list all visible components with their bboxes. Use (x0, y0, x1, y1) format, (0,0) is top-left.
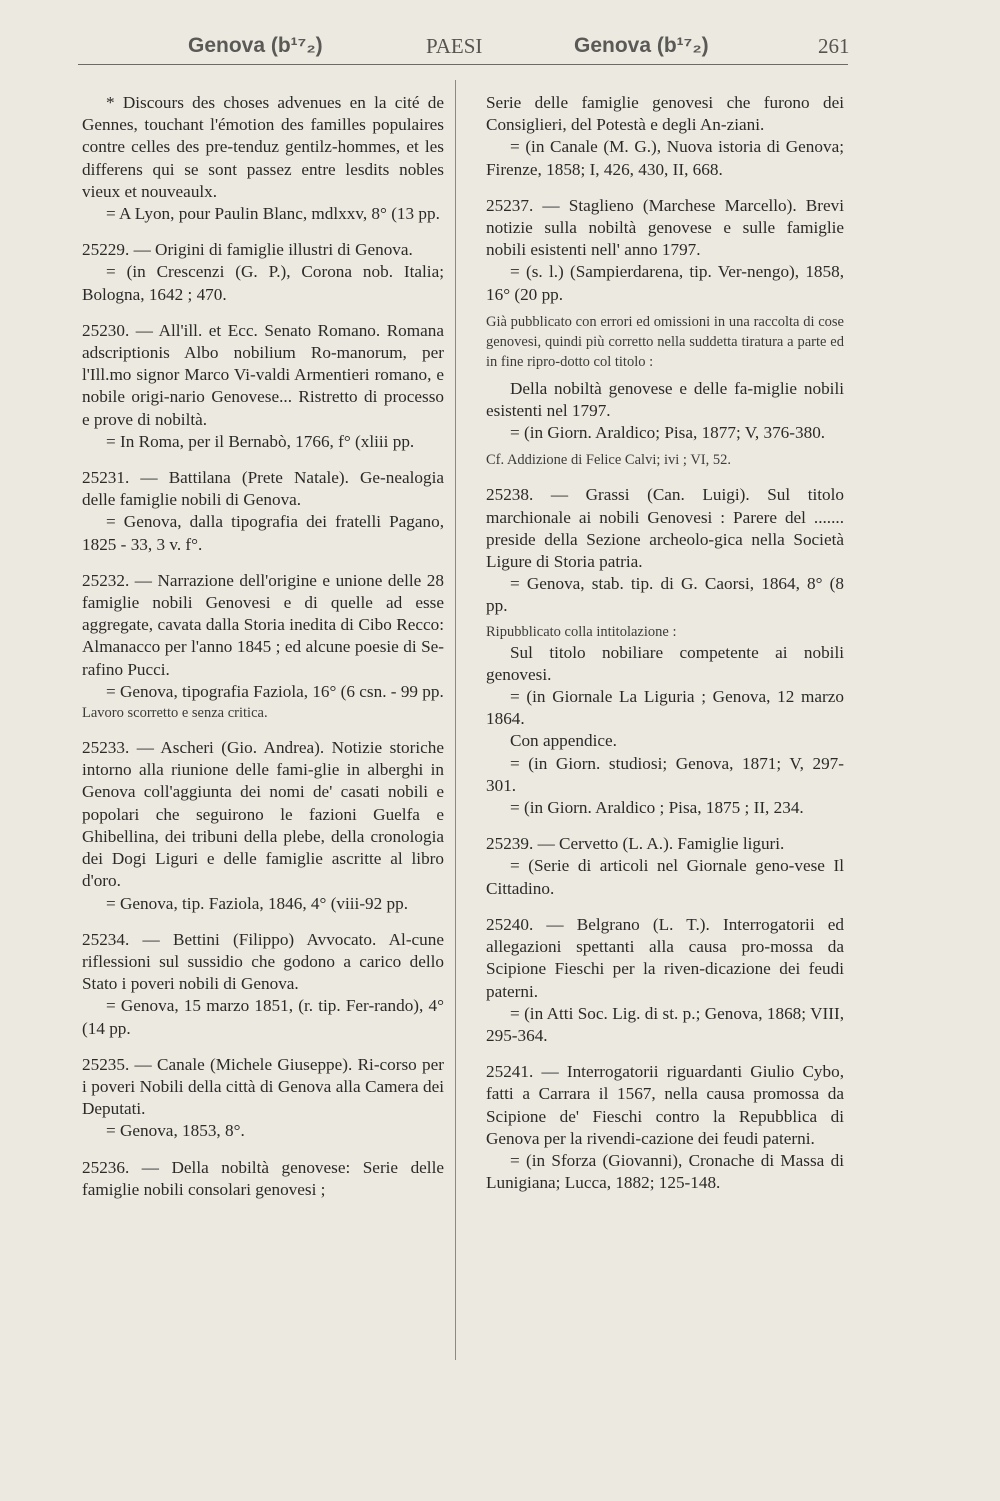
entry-25229 (82, 239, 444, 306)
entry-imprint: = In Roma, per il Bernabò, 1766, f° (xliii pp. (106, 431, 415, 451)
entry-imprint: = Genova, 15 marzo 1851, (r. tip. Fer-rando), 4° (14 pp. (82, 996, 444, 1038)
entry-25232 (82, 570, 444, 723)
entry-25230 (82, 320, 444, 453)
entry-imprint: = A Lyon, pour Paulin Blanc, mdlxxv, 8° (13 pp. (106, 204, 440, 224)
column-divider (455, 80, 456, 1360)
entry-imprint: = (in Crescenzi (G. P.), Corona nob. Italia; Bologna, 1642 ; 470. (82, 262, 444, 304)
entry-text: 25234. — Bettini (Filippo) Avvocato. Al-cune riflessioni sul sussidio che godono a carico dello Stato i poveri nobili di Genova. (82, 929, 444, 994)
entry-imprint: = Genova, 1853, 8°. (106, 1121, 245, 1141)
entry-text: 25231. — Battilana (Prete Natale). Ge-nealogia delle famiglie nobili di Genova. (82, 468, 444, 510)
header-section-title: PAESI (426, 34, 483, 58)
entry-25237 (486, 195, 844, 471)
entry-25241 (486, 1061, 844, 1194)
entry-subtitle: Sul titolo nobiliare competente ai nobili genovesi. (486, 642, 844, 684)
entry-25233 (82, 737, 444, 915)
entry-text: Serie delle famiglie genovesi che furono dei Consiglieri, del Potestà e degli An-ziani. (486, 93, 844, 135)
entry-imprint: = (in Atti Soc. Lig. di st. p.; Genova, 1868; VIII, 295-364. (486, 1003, 844, 1045)
page-number: 261 (818, 34, 850, 58)
entry-note: Cf. Addizione di Felice Calvi; ivi ; VI, 52. (486, 452, 731, 469)
entry-text: 25241. — Interrogatorii riguardanti Giulio Cybo, fatti a Carrara il 1567, nella causa promossa da Scipione de' Fieschi contro la Repubblica di Genova per la rivendi-cazione dei feudi paterni. (486, 1062, 844, 1148)
header-left-title: Genova (b¹⁷₂) (188, 34, 323, 57)
entry-text: 25236. — Della nobiltà genovese: Serie delle famiglie nobili consolari genovesi ; (82, 1157, 444, 1199)
entry-text: 25239. — Cervetto (L. A.). Famiglie liguri. (486, 834, 785, 854)
entry-appendix: Con appendice. (510, 731, 617, 751)
entry-25239 (486, 833, 844, 900)
entry-imprint: = Genova, dalla tipografia dei fratelli Pagano, 1825 - 33, 3 v. f°. (82, 512, 444, 554)
entry-imprint: = Genova, tipografia Faziola, 16° (6 csn. - 99 pp. (106, 681, 444, 701)
entry-imprint: = (s. l.) (Sampierdarena, tip. Ver-nengo), 1858, 16° (20 pp. (486, 262, 844, 304)
entry-25234 (82, 929, 444, 1040)
entry-25236 (82, 1157, 444, 1201)
entry-25236-continued (486, 92, 844, 181)
entry-imprint: = (in Giorn. Araldico; Pisa, 1877; V, 376-380. (510, 423, 826, 443)
entry-note: Ripubblicato colla intitolazione : (486, 623, 677, 640)
entry-discours (82, 92, 444, 225)
header-right-title: Genova (b¹⁷₂) (574, 34, 709, 57)
entry-text: 25230. — All'ill. et Ecc. Senato Romano. Romana adscriptionis Albo nobilium Ro-manorum, per l'Ill.mo signor Marco Vi-valdi Armentieri romano, e nobile origi-nario Genovese... Ristretto di processo e prove di nobiltà. (82, 320, 444, 429)
entry-imprint: = (in Giornale La Liguria ; Genova, 12 marzo 1864. (486, 687, 844, 729)
entry-imprint: = (in Giorn. studiosi; Genova, 1871; V, 297-301. (486, 753, 844, 795)
entry-text: 25240. — Belgrano (L. T.). Interrogatorii ed allegazioni spettanti alla causa pro-mossa da Scipione Fieschi per la riven-dicazione dei feudi paterni. (486, 914, 844, 1001)
left-column (82, 92, 444, 1215)
entry-text: 25238. — Grassi (Can. Luigi). Sul titolo marchionale ai nobili Genovesi : Parere del ....... preside della Sezione archeolo-gica nella Società Ligure di Storia patria. (486, 485, 844, 572)
entry-imprint: = (in Sforza (Giovanni), Cronache di Massa di Lunigiana; Lucca, 1882; 125-148. (486, 1150, 844, 1193)
entry-note: Lavoro scorretto e senza critica. (82, 705, 268, 722)
entry-25235 (82, 1054, 444, 1143)
entry-25240 (486, 914, 844, 1047)
entry-25238 (486, 484, 844, 819)
entry-text: 25235. — Canale (Michele Giuseppe). Ri-corso per i poveri Nobili della città di Genova alla Camera dei Deputati. (82, 1054, 444, 1119)
entry-note: Già pubblicato con errori ed omissioni in una raccolta di cose genovesi, quindi più corretto nella suddetta tiratura a parte ed in fine ripro-dotto col titolo : (486, 313, 844, 370)
running-header (80, 28, 860, 68)
entry-25231 (82, 467, 444, 556)
entry-imprint: = (in Giorn. Araldico ; Pisa, 1875 ; II, 234. (510, 798, 804, 818)
header-rule (78, 64, 848, 65)
entry-text: 25237. — Staglieno (Marchese Marcello). Brevi notizie sulla nobiltà genovese e sulle famiglie nobili esistenti nell' anno 1797. (486, 195, 844, 260)
entry-imprint: = (in Canale (M. G.), Nuova istoria di Genova; Firenze, 1858; I, 426, 430, II, 668. (486, 137, 844, 179)
entry-text: 25229. — Origini di famiglie illustri di Genova. (82, 240, 413, 260)
entry-text: * Discours des choses advenues en la cité de Gennes, touchant l'émotion des familles populaires contre celles des pre-tenduz gentilz-hommes, et les differens qui se sont passez entre lesdits nobles vieux et nouveaulx. (82, 93, 444, 201)
entry-imprint: = Genova, tip. Faziola, 1846, 4° (viii-92 pp. (106, 893, 409, 913)
entry-text: 25232. — Narrazione dell'origine e unione delle 28 famiglie nobili Genovesi e di quelle ad esse aggregate, cavata dalla Storia inedita di Cibo Recco: Almanacco per l'anno 1845 ; ed alcune poesie di Se-rafino Pucci. (82, 570, 444, 679)
right-column (486, 92, 844, 1208)
entry-imprint: = (Serie di articoli nel Giornale geno-vese Il Cittadino. (486, 856, 844, 898)
entry-subtitle: Della nobiltà genovese e delle fa-miglie nobili esistenti nel 1797. (486, 378, 844, 421)
entry-text: 25233. — Ascheri (Gio. Andrea). Notizie storiche intorno alla riunione delle fami-glie in alberghi in Genova coll'aggiunta dei nomi de' casati nobili e popolari che seguirono le fazioni Guelfa e Ghibellina, dei tribuni della plebe, della cronologia dei Dogi Liguri e delle famiglie ascritte al libro d'oro. (82, 738, 444, 891)
entry-imprint: = Genova, stab. tip. di G. Caorsi, 1864, 8° (8 pp. (486, 574, 844, 616)
